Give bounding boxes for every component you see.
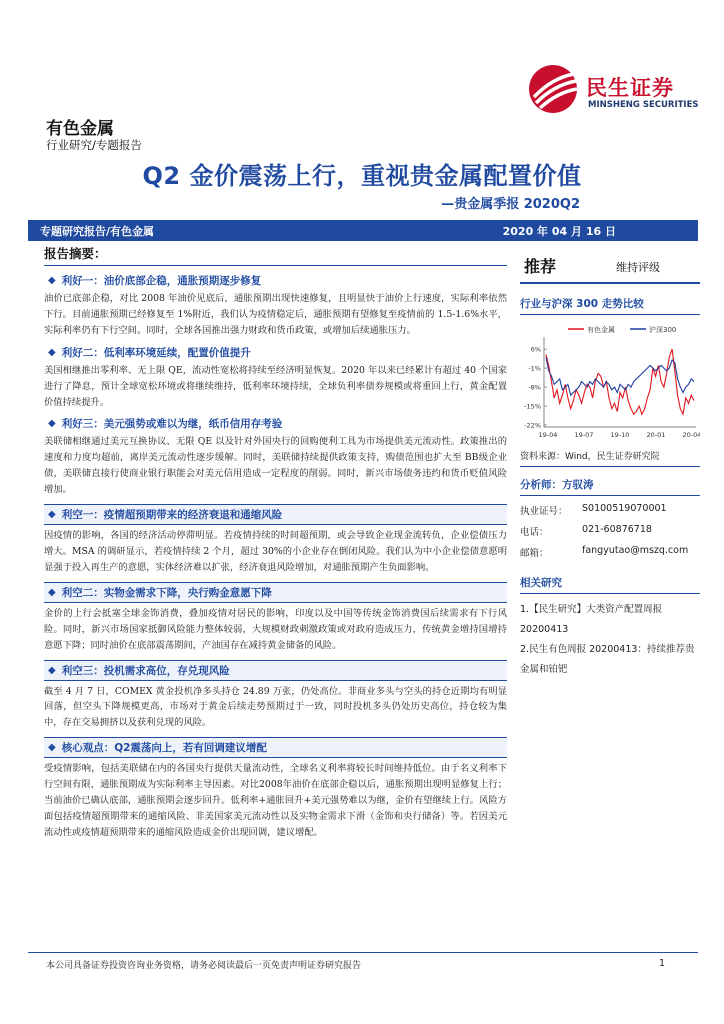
y-tick-label: -8%: [528, 383, 541, 392]
summary-section: [44, 273, 507, 339]
rating-box: [520, 252, 700, 284]
section-heading-text: 利好二：低利率环境延续，配置价值提升: [61, 346, 251, 359]
section-heading: [44, 504, 507, 525]
report-date: 2020 年 04 月 16 日: [502, 225, 616, 238]
diamond-bullet-icon: ◆: [48, 742, 56, 754]
section-heading: [44, 737, 507, 758]
section-body: 美国相继推出零利率、无上限 QE，流动性宽松将持续至经济明显恢复。2020 年以来已经累计有超过 40 个国家进行了降息，预计全球宽松环境或将继续维持，低利率环境持续，全球负利率债券规模或将重回上行，黄金配置价值持续提升。: [44, 364, 507, 408]
analyst-info: [520, 503, 700, 559]
section-heading: [44, 582, 507, 603]
page-subtitle: —贵金属季报 2020Q2: [441, 197, 580, 212]
summary-section: [44, 660, 507, 732]
chart-svg: [520, 315, 700, 443]
series-line: [546, 357, 694, 395]
section-body: 油价已底部企稳，对比 2008 年油价见底后，通胀预期出现快速修复，且明显快于油价上行速度，实际利率依然下行。目前通胀预期已经修复至 1%附近，我们认为疫情稳定后，通胀预期有望修复至疫情前的 1.5-1.6%水平，实际利率仍有下行空间。同时，全球各国推出强力财政和货币政策，或增加后续通胀压力。: [44, 293, 507, 336]
footer-divider: [28, 952, 698, 953]
industry-label: 有色金属: [46, 119, 114, 139]
section-heading-text: 核心观点：Q2震荡向上，若有回调建议增配: [61, 742, 267, 755]
section-heading: [44, 345, 507, 360]
section-heading-text: 利空二：实物金需求下降，央行购金意愿下降: [61, 586, 272, 599]
section-heading: [44, 273, 507, 288]
page-number: 1: [659, 958, 666, 969]
main-column: [44, 244, 507, 847]
side-panel: [520, 252, 700, 680]
page-title: Q2 金价震荡上行，重视贵金属配置价值: [142, 162, 582, 190]
summary-section: [44, 504, 507, 576]
series-line: [546, 349, 694, 414]
section-list: [44, 273, 507, 841]
report-type: 行业研究/专题报告: [46, 138, 142, 152]
related-item[interactable]: 2.民生有色周报 20200413：持续推荐贵金属和铂钯: [520, 644, 695, 675]
analyst-heading: 分析师：方驭涛: [520, 475, 700, 496]
x-tick-label: 19-10: [610, 431, 630, 439]
section-heading-text: 利空一：疫情超预期带来的经济衰退和通缩风险: [61, 509, 283, 522]
legend-label: 沪深300: [649, 326, 677, 334]
abstract-heading: 报告摘要：: [44, 244, 507, 266]
section-heading: [44, 416, 507, 431]
brand-name-en: MINSHENG SECURITIES: [588, 100, 699, 110]
related-heading: 相关研究: [520, 573, 700, 594]
section-heading: [44, 660, 507, 681]
diamond-bullet-icon: ◆: [48, 664, 56, 676]
section-heading-text: 利空三：投机需求高位，存兑现风险: [61, 664, 230, 677]
performance-chart: [520, 315, 700, 443]
header-bar: [28, 220, 698, 241]
diamond-bullet-icon: ◆: [48, 509, 56, 521]
summary-section: [44, 345, 507, 411]
brand-logo: [528, 64, 698, 114]
section-body: 美联储相继通过美元互换协议、无限 QE 以及针对外国央行的回购便利工具为市场提供美元流动性。政策推出的速度和力度均超前，离岸美元流动性逐步缓解。同时，美联储持续提供政策支持，购债范围也扩大至 BB级企业债，美联储直接行使商业银行职能会对美元信用造成一定程度的削弱。同时，新兴市场债务违约和货币贬值风险增加。: [44, 436, 507, 496]
brand-name: 民生证券: [586, 76, 674, 100]
summary-section: [44, 737, 507, 841]
analyst-row: [520, 524, 700, 538]
related-item[interactable]: 1.【民生研究】大类资产配置周报20200413: [520, 604, 663, 635]
analyst-row: [520, 545, 700, 559]
section-body: 因疫情的影响，各国的经济活动停滞明显。若疫情持续的时间超预期，或会导致企业现金流转负，企业偿债压力增大。MSA 的调研显示，若疫情持续 2 个月，超过 30%的小企业存在倒闭风险。我们认为中小企业偿债意愿明显强于投入再生产的意愿，实体经济难以扩张，经济衰退风险增加，对通胀预期产生负面影响。: [44, 530, 507, 573]
brand-logo-icon: [528, 64, 580, 114]
section-body: 截至 4 月 7 日，COMEX 黄金投机净多头持仓 24.89 万张，仍处高位。非商业多头与空头的持仓近期均有明显回落，但空头下降规模更高，市场对于黄金后续走势预期过于一致，同时投机多头仍处历史高位，持仓较为集中，存在交易拥挤以及获利兑现的风险。: [44, 685, 507, 729]
footer-disclaimer: 本公司具备证券投资咨询业务资格，请务必阅读最后一页免责声明证券研究报告: [46, 961, 362, 971]
x-tick-label: 19-04: [538, 431, 558, 439]
analyst-value[interactable]: fangyutao@mszq.com: [582, 545, 689, 556]
x-tick-label: 20-04: [682, 431, 700, 439]
chart-source: 资料来源：Wind，民生证券研究院: [520, 443, 700, 467]
header-bar-category: 专题研究报告/有色金属: [40, 225, 155, 238]
x-tick-label: 19-07: [574, 431, 594, 439]
x-tick-label: 20-01: [646, 431, 666, 439]
analyst-value: S0100519070001: [582, 503, 667, 514]
section-body: 受疫情影响，包括美联储在内的各国央行提供天量流动性，全球名义利率将较长时间维持低位。由于名义利率下行空间有限，通胀预期成为实际利率主导因素。对比2008年油价在底部企稳以后，通胀预期出现明显修复上行；当前油价已确认底部，通胀预期会逐步回升。低利率+通胀回升+美元强势难以为继，金价有望继续上行。风险方面包括疫情超预期带来的通缩风险、非美国家美元流动性以及实物金需求下滑（金饰和央行储备）等。若因美元流动性或疫情超预期带来的通缩风险造成金价出现回调，建议增配。: [44, 763, 507, 838]
section-body: 金价的上行会抵塞全球金饰消费，叠加疫情对居民的影响，印度以及中国等传统金饰消费国后续需求有下行风险。同时，新兴市场国家抵御风险能力整体较弱，大规模财政刺激政策或对政府造成压力，传统黄金增持国增持意愿下降；同时油价在底部震荡期间，产油国存在减持黄金储备的风险。: [44, 607, 507, 651]
y-tick-label: -1%: [528, 364, 541, 373]
diamond-bullet-icon: ◆: [48, 586, 56, 598]
rating-value: 推荐: [524, 257, 557, 276]
related-list: [520, 600, 700, 680]
legend-label: 有色金属: [587, 326, 615, 334]
analyst-value: 021-60876718: [582, 524, 652, 535]
chart-heading: 行业与沪深 300 走势比较: [520, 294, 700, 315]
y-tick-label: -15%: [524, 402, 541, 411]
rating-note: 维持评级: [616, 261, 660, 274]
analyst-row: [520, 503, 700, 517]
analyst-key: 执业证号：: [520, 506, 568, 517]
diamond-bullet-icon: ◆: [48, 275, 56, 286]
analyst-key: 邮箱：: [520, 548, 549, 559]
diamond-bullet-icon: ◆: [48, 418, 56, 430]
section-heading-text: 利好一：油价底部企稳，通胀预期逐步修复: [61, 275, 262, 287]
y-tick-label: 6%: [530, 345, 541, 354]
summary-section: [44, 416, 507, 498]
summary-section: [44, 582, 507, 654]
analyst-key: 电话：: [520, 527, 549, 538]
y-tick-label: -22%: [524, 421, 541, 430]
section-heading-text: 利好三：美元强势或难以为继，纸币信用存考验: [61, 418, 283, 431]
diamond-bullet-icon: ◆: [48, 346, 56, 358]
